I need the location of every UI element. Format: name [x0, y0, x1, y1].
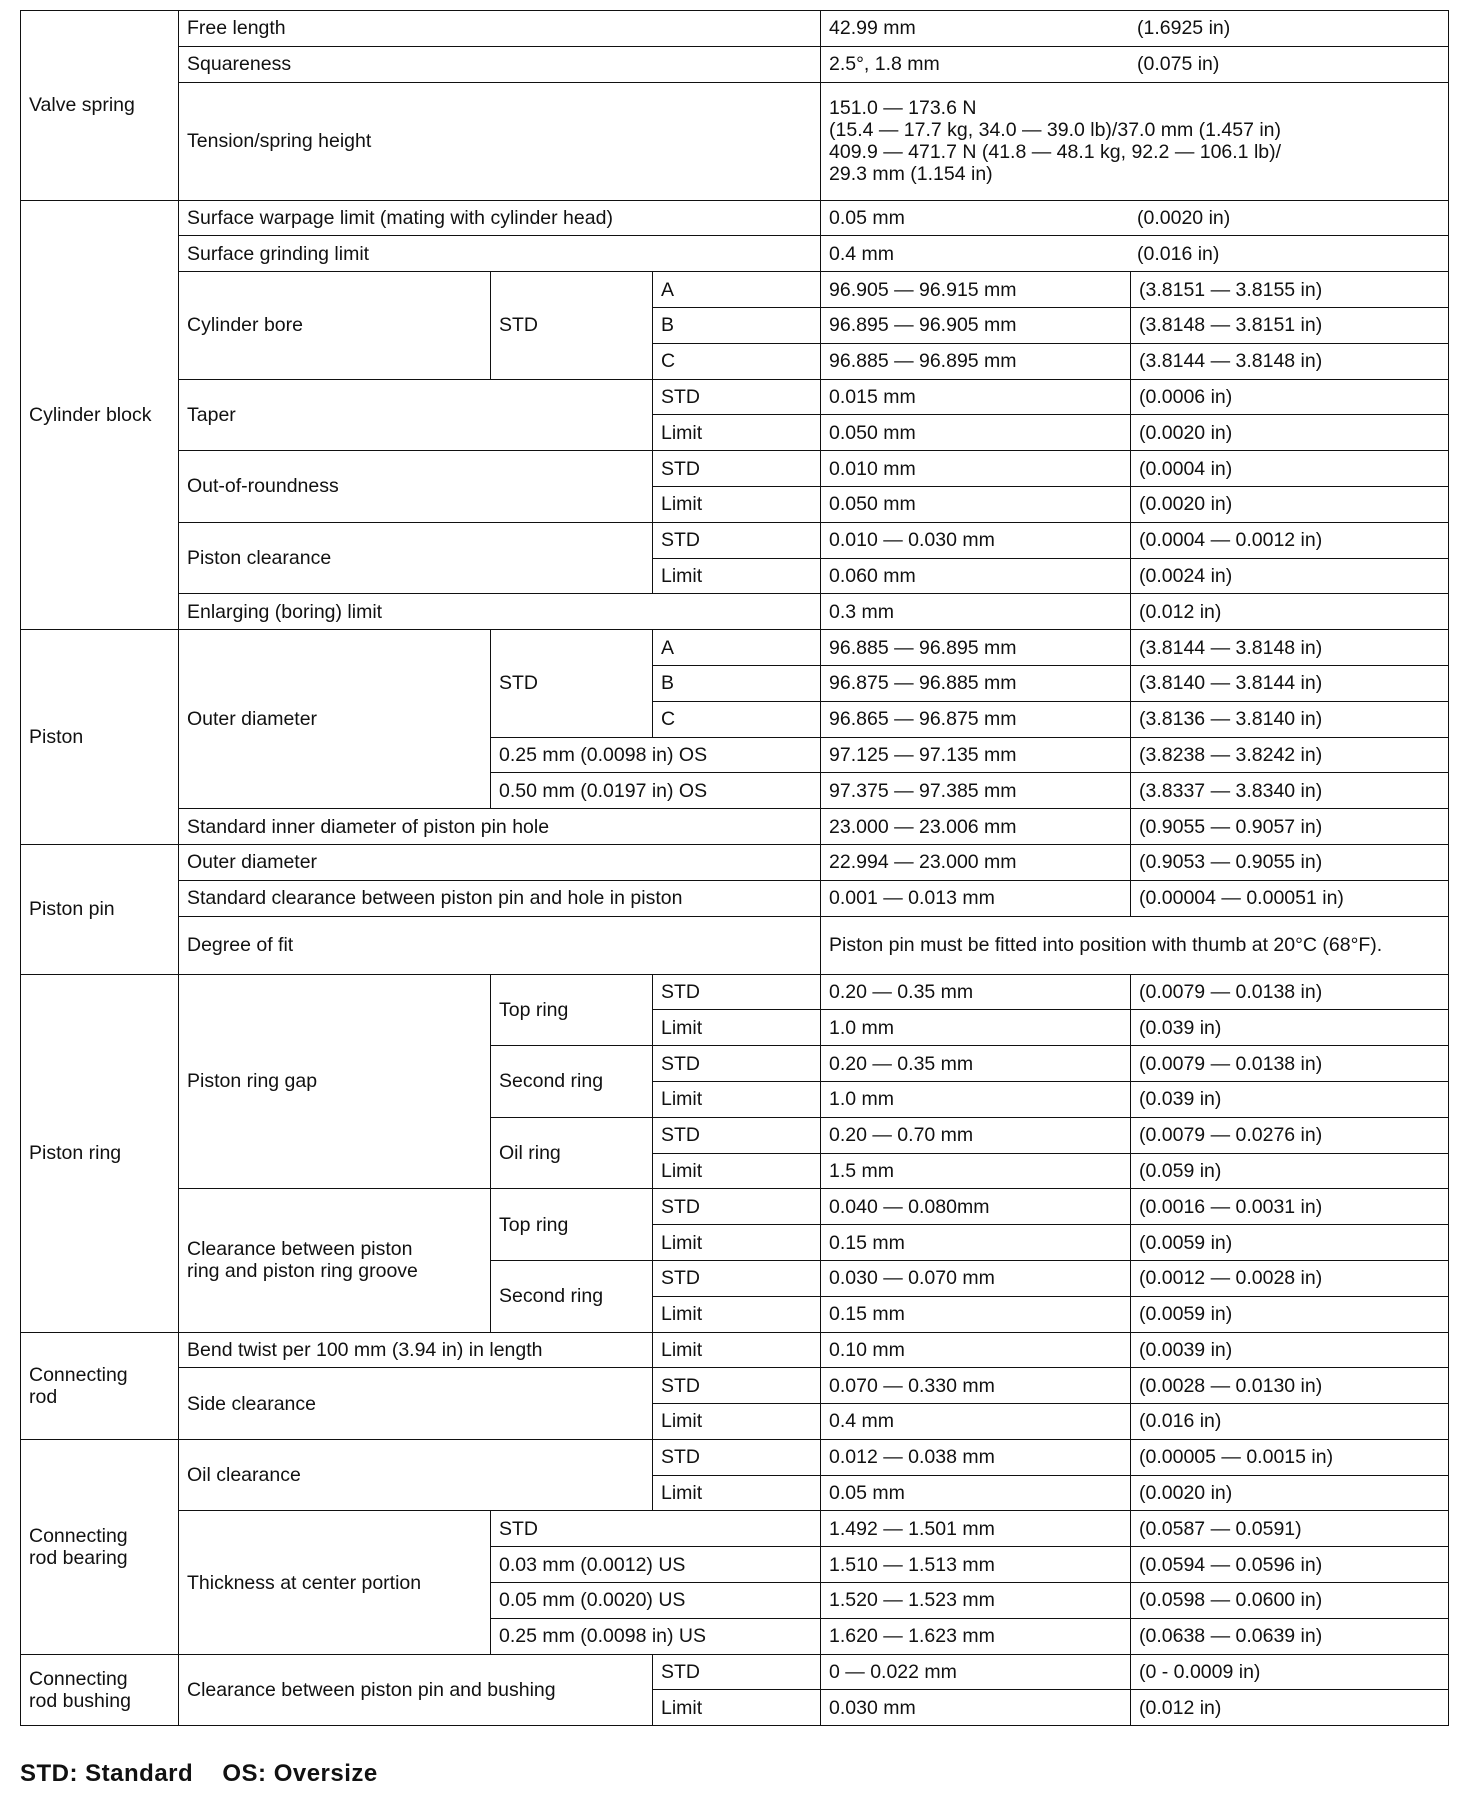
grade-label: A: [653, 630, 821, 666]
squareness-label: Squareness: [179, 46, 821, 82]
table-row: [21, 809, 1449, 845]
grade-label: B: [653, 665, 821, 701]
in-value: (3.8148 — 3.8151 in): [1131, 307, 1449, 343]
kind-label: Limit: [653, 1153, 821, 1189]
in-value: (0.0028 — 0.0130 in): [1131, 1368, 1449, 1404]
in-value: (0.0024 in): [1131, 558, 1449, 594]
in-value: (3.8140 — 3.8144 in): [1131, 665, 1449, 701]
mm-value: 1.620 — 1.623 mm: [821, 1618, 1131, 1654]
pin-hole-label: Standard inner diameter of piston pin hole: [179, 809, 821, 845]
table-row: [21, 880, 1449, 916]
mm-value: 22.994 — 23.000 mm: [821, 844, 1131, 880]
in-value: (3.8151 — 3.8155 in): [1131, 272, 1449, 308]
in-value: (0.00004 — 0.00051 in): [1131, 880, 1449, 916]
in-value: (0.0006 in): [1131, 379, 1449, 415]
kind-label: Limit: [653, 1404, 821, 1440]
mm-value: 0.040 — 0.080mm: [821, 1189, 1131, 1225]
tension-label: Tension/spring height: [179, 82, 821, 200]
kind-label: Limit: [653, 1475, 821, 1511]
grade-label: A: [653, 272, 821, 308]
in-value: (0.0004 — 0.0012 in): [1131, 522, 1449, 558]
kind-label: STD: [653, 1439, 821, 1475]
mm-value: 0.030 — 0.070 mm: [821, 1260, 1131, 1296]
grade-label: C: [653, 701, 821, 737]
mm-value: 97.375 — 97.385 mm: [821, 773, 1131, 809]
in-value: (3.8136 — 3.8140 in): [1131, 701, 1449, 737]
table-row: [21, 451, 1449, 487]
mm-value: 0.15 mm: [821, 1225, 1131, 1261]
table-row: [21, 844, 1449, 880]
in-value: (0.0587 — 0.0591): [1131, 1511, 1449, 1547]
kind-label: STD: [653, 451, 821, 487]
in-value: (0.012 in): [1131, 594, 1449, 630]
table-row: [21, 1654, 1449, 1690]
section-connecting-rod: Connecting rod: [21, 1332, 179, 1439]
section-valve-spring: Valve spring: [21, 11, 179, 201]
mm-value: 0.010 — 0.030 mm: [821, 522, 1131, 558]
fit-label: Degree of fit: [179, 916, 821, 974]
size-label: 0.25 mm (0.0098 in) US: [491, 1618, 821, 1654]
mm-value: 1.520 — 1.523 mm: [821, 1583, 1131, 1619]
kind-label: Limit: [653, 415, 821, 451]
mm-value: 96.885 — 96.895 mm: [821, 630, 1131, 666]
pin-clearance-label: Standard clearance between piston pin and hole in piston: [179, 880, 821, 916]
in-value: (0.0638 — 0.0639 in): [1131, 1618, 1449, 1654]
warpage-label: Surface warpage limit (mating with cylinder head): [179, 200, 821, 236]
grinding-label: Surface grinding limit: [179, 236, 821, 272]
ring-name: Second ring: [491, 1046, 653, 1118]
oil-clearance-label: Oil clearance: [179, 1439, 653, 1511]
in-value: (0.0020 in): [1131, 1475, 1449, 1511]
kind-label: Limit: [653, 558, 821, 594]
mm-value: 96.895 — 96.905 mm: [821, 307, 1131, 343]
in-value: (0.039 in): [1131, 1010, 1449, 1046]
size-label: STD: [491, 1511, 821, 1547]
ring-groove-label: Clearance between piston ring and piston ring groove: [179, 1189, 491, 1332]
piston-outer-label: Outer diameter: [179, 630, 491, 809]
kind-label: STD: [653, 1046, 821, 1082]
kind-label: STD: [653, 974, 821, 1010]
mm-value: 0.012 — 0.038 mm: [821, 1439, 1131, 1475]
in-value: (0 - 0.0009 in): [1131, 1654, 1449, 1690]
table-row: [21, 1439, 1449, 1475]
in-value: (0.0079 — 0.0138 in): [1131, 1046, 1449, 1082]
table-row: [21, 236, 1449, 272]
mm-value: 1.510 — 1.513 mm: [821, 1547, 1131, 1583]
mm-value: 0.05 mm: [821, 1475, 1131, 1511]
boring-label: Enlarging (boring) limit: [179, 594, 821, 630]
table-row: [21, 1511, 1449, 1547]
in-value: (0.9055 — 0.9057 in): [1131, 809, 1449, 845]
ring-name: Top ring: [491, 974, 653, 1046]
grade-label: B: [653, 307, 821, 343]
kind-label: Limit: [653, 1081, 821, 1117]
warpage-value: 0.05 mm (0.0020 in): [821, 200, 1449, 236]
in-value: (0.0079 — 0.0276 in): [1131, 1117, 1449, 1153]
mm-value: 0.4 mm: [821, 1404, 1131, 1440]
in-value: (0.0020 in): [1131, 486, 1449, 522]
footnote-std: STD: Standard: [20, 1760, 194, 1787]
in-value: (3.8238 — 3.8242 in): [1131, 737, 1449, 773]
table-row: [21, 200, 1449, 236]
mm-value: 0.060 mm: [821, 558, 1131, 594]
piston-outer-std: STD: [491, 630, 653, 737]
roundness-label: Out-of-roundness: [179, 451, 653, 523]
footnote-os: OS: Oversize: [222, 1760, 378, 1787]
in-value: (0.9053 — 0.9055 in): [1131, 844, 1449, 880]
mm-value: 0.10 mm: [821, 1332, 1131, 1368]
grinding-value: 0.4 mm (0.016 in): [821, 236, 1449, 272]
kind-label: Limit: [653, 1690, 821, 1726]
table-row: [21, 11, 1449, 47]
in-value: (0.0079 — 0.0138 in): [1131, 974, 1449, 1010]
kind-label: STD: [653, 1368, 821, 1404]
cylinder-bore-label: Cylinder bore: [179, 272, 491, 379]
section-rod-bushing: Connecting rod bushing: [21, 1654, 179, 1726]
mm-value: 1.0 mm: [821, 1010, 1131, 1046]
mm-value: 0.030 mm: [821, 1690, 1131, 1726]
mm-value: 0.010 mm: [821, 451, 1131, 487]
section-piston: Piston: [21, 630, 179, 845]
in-value: (3.8337 — 3.8340 in): [1131, 773, 1449, 809]
ring-name: Oil ring: [491, 1117, 653, 1189]
mm-value: 23.000 — 23.006 mm: [821, 809, 1131, 845]
in-value: (3.8144 — 3.8148 in): [1131, 343, 1449, 379]
mm-value: 97.125 — 97.135 mm: [821, 737, 1131, 773]
in-value: (0.0004 in): [1131, 451, 1449, 487]
taper-label: Taper: [179, 379, 653, 451]
kind-label: STD: [653, 522, 821, 558]
kind-label: STD: [653, 1117, 821, 1153]
in-value: (0.0598 — 0.0600 in): [1131, 1583, 1449, 1619]
table-row: [21, 630, 1449, 666]
table-row: [21, 379, 1449, 415]
table-row: [21, 1189, 1449, 1225]
grade-label: C: [653, 343, 821, 379]
cylinder-bore-std: STD: [491, 272, 653, 379]
mm-value: 0 — 0.022 mm: [821, 1654, 1131, 1690]
table-row: [21, 522, 1449, 558]
kind-label: STD: [653, 1260, 821, 1296]
mm-value: 96.885 — 96.895 mm: [821, 343, 1131, 379]
kind-label: Limit: [653, 1225, 821, 1261]
mm-value: 0.001 — 0.013 mm: [821, 880, 1131, 916]
side-clearance-label: Side clearance: [179, 1368, 653, 1440]
in-value: (0.0020 in): [1131, 415, 1449, 451]
size-label: 0.05 mm (0.0020) US: [491, 1583, 821, 1619]
in-value: (0.016 in): [1131, 1404, 1449, 1440]
mm-value: 1.492 — 1.501 mm: [821, 1511, 1131, 1547]
kind-label: Limit: [653, 1296, 821, 1332]
tension-value: 151.0 — 173.6 N (15.4 — 17.7 kg, 34.0 — 39.0 lb)/37.0 mm (1.457 in) 409.9 — 471.7 N (41.8 — 48.1 kg, 92.2 — 106.1 lb)/ 29.3 mm (1.154 in): [821, 82, 1449, 200]
size-label: 0.03 mm (0.0012) US: [491, 1547, 821, 1583]
section-cylinder-block: Cylinder block: [21, 200, 179, 630]
oversize-label: 0.50 mm (0.0197 in) OS: [491, 773, 821, 809]
mm-value: 0.015 mm: [821, 379, 1131, 415]
mm-value: 0.050 mm: [821, 415, 1131, 451]
oversize-label: 0.25 mm (0.0098 in) OS: [491, 737, 821, 773]
mm-value: 96.905 — 96.915 mm: [821, 272, 1131, 308]
kind-label: STD: [653, 1189, 821, 1225]
section-piston-pin: Piston pin: [21, 844, 179, 974]
mm-value: 0.20 — 0.35 mm: [821, 1046, 1131, 1082]
in-value: (0.0059 in): [1131, 1225, 1449, 1261]
in-value: (0.039 in): [1131, 1081, 1449, 1117]
mm-value: 96.865 — 96.875 mm: [821, 701, 1131, 737]
in-value: (3.8144 — 3.8148 in): [1131, 630, 1449, 666]
kind-label: Limit: [653, 1010, 821, 1046]
table-row: [21, 82, 1449, 200]
table-row: [21, 974, 1449, 1010]
in-value: (0.00005 — 0.0015 in): [1131, 1439, 1449, 1475]
ring-name: Second ring: [491, 1260, 653, 1332]
mm-value: 0.050 mm: [821, 486, 1131, 522]
in-value: (0.012 in): [1131, 1690, 1449, 1726]
specification-table: [20, 10, 1449, 1726]
thickness-label: Thickness at center portion: [179, 1511, 491, 1654]
mm-value: 1.0 mm: [821, 1081, 1131, 1117]
kind-label: Limit: [653, 1332, 821, 1368]
squareness-value: 2.5°, 1.8 mm (0.075 in): [821, 46, 1449, 82]
bushing-clearance-label: Clearance between piston pin and bushing: [179, 1654, 653, 1726]
ring-name: Top ring: [491, 1189, 653, 1261]
ring-gap-label: Piston ring gap: [179, 974, 491, 1189]
mm-value: 0.20 — 0.70 mm: [821, 1117, 1131, 1153]
in-value: (0.0016 — 0.0031 in): [1131, 1189, 1449, 1225]
kind-label: STD: [653, 1654, 821, 1690]
kind-label: Limit: [653, 486, 821, 522]
table-row: [21, 46, 1449, 82]
free-length-label: Free length: [179, 11, 821, 47]
mm-value: 0.070 — 0.330 mm: [821, 1368, 1131, 1404]
mm-value: 0.3 mm: [821, 594, 1131, 630]
in-value: (0.059 in): [1131, 1153, 1449, 1189]
section-rod-bearing: Connecting rod bearing: [21, 1439, 179, 1654]
table-row: [21, 594, 1449, 630]
in-value: (0.0012 — 0.0028 in): [1131, 1260, 1449, 1296]
pin-outer-label: Outer diameter: [179, 844, 821, 880]
mm-value: 0.15 mm: [821, 1296, 1131, 1332]
table-row: [21, 1368, 1449, 1404]
section-piston-ring: Piston ring: [21, 974, 179, 1332]
mm-value: 0.20 — 0.35 mm: [821, 974, 1131, 1010]
abbreviation-footnote: [20, 1760, 400, 1788]
in-value: (0.0039 in): [1131, 1332, 1449, 1368]
bend-label: Bend twist per 100 mm (3.94 in) in length: [179, 1332, 653, 1368]
table-row: [21, 1332, 1449, 1368]
table-row: [21, 916, 1449, 974]
kind-label: STD: [653, 379, 821, 415]
free-length-value: 42.99 mm (1.6925 in): [821, 11, 1449, 47]
piston-clearance-label: Piston clearance: [179, 522, 653, 594]
in-value: (0.0594 — 0.0596 in): [1131, 1547, 1449, 1583]
mm-value: 96.875 — 96.885 mm: [821, 665, 1131, 701]
mm-value: 1.5 mm: [821, 1153, 1131, 1189]
table-row: [21, 272, 1449, 308]
in-value: (0.0059 in): [1131, 1296, 1449, 1332]
fit-value: Piston pin must be fitted into position with thumb at 20°C (68°F).: [821, 916, 1449, 974]
